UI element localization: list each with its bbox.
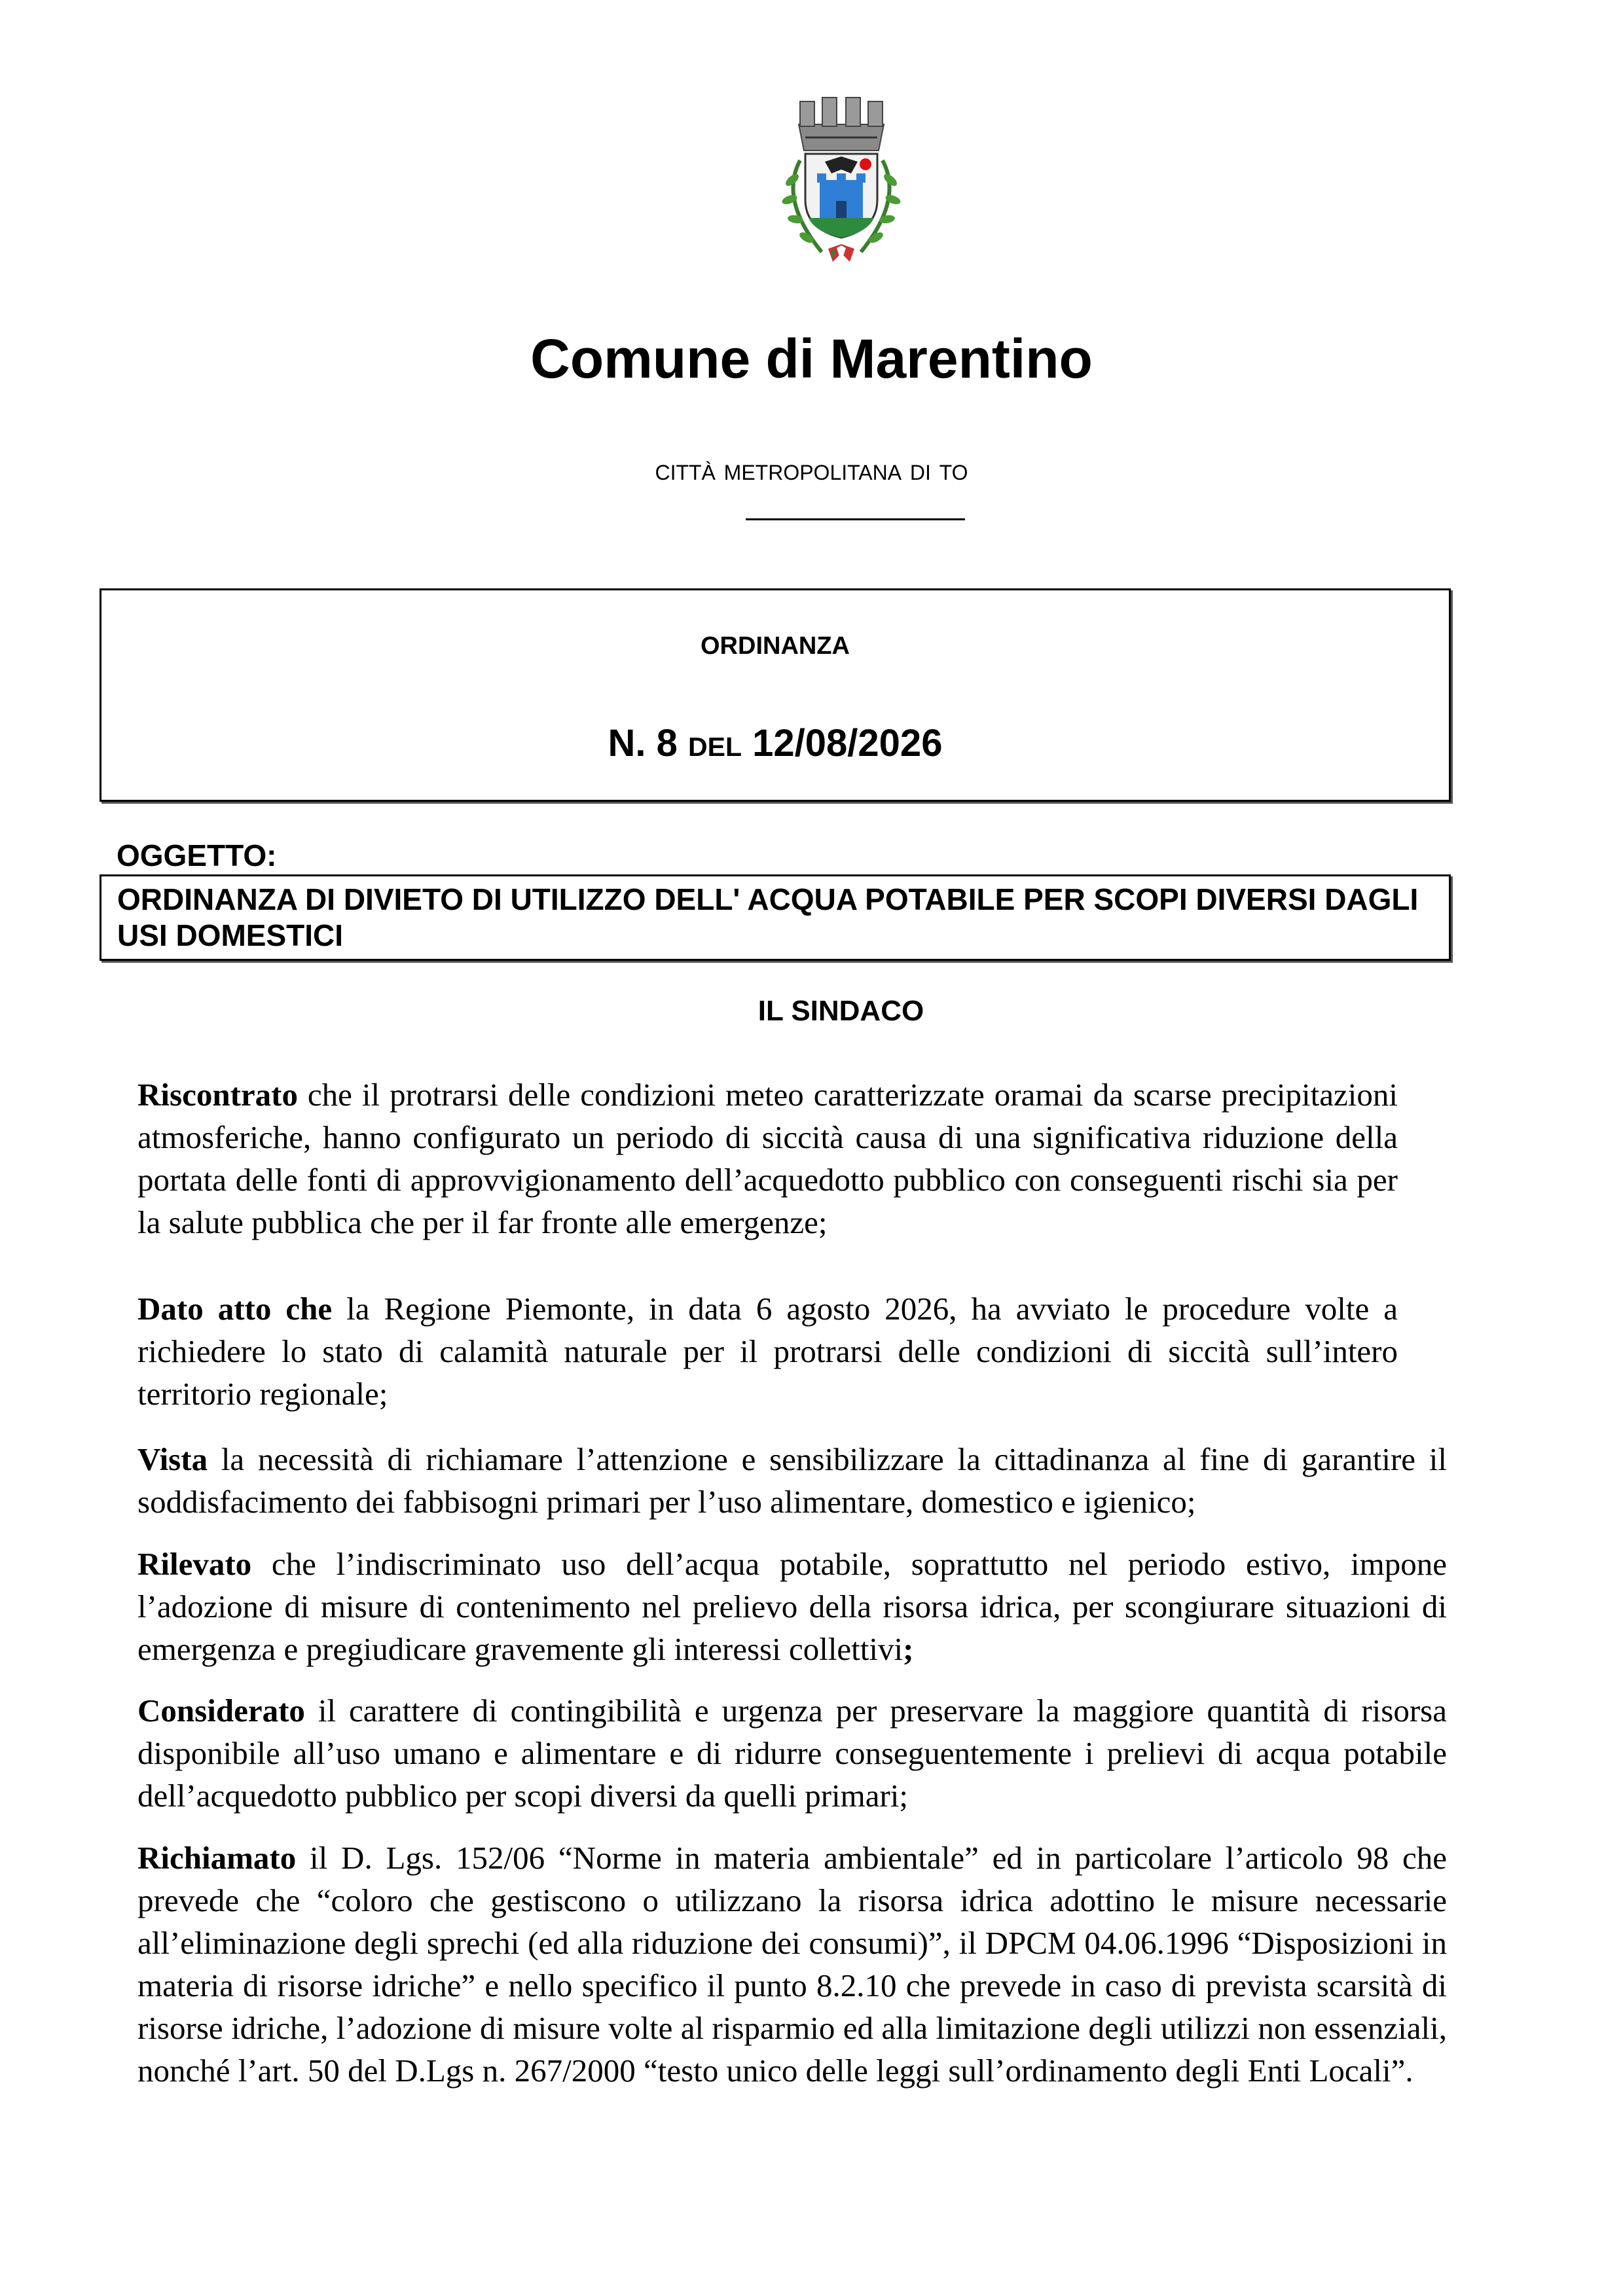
paragraph-lead: Richiamato bbox=[137, 1840, 297, 1876]
paragraph-lead: Riscontrato bbox=[137, 1077, 298, 1113]
paragraph-text: il carattere di contingibilità e urgenza per preservare la maggiore quantità di risorsa disponibile all’uso umano e alimentare e di ridurre conseguentemente i prelievi di acqua potabile dell’acquedotto pubblico per scopi diversi da quelli primari; bbox=[137, 1693, 1447, 1814]
paragraph-rilevato bbox=[137, 1543, 1447, 1670]
oggetto-text: ORDINANZA DI DIVIETO DI UTILIZZO DELL' ACQUA POTABILE PER SCOPI DIVERSI DAGLI USI DOMESTICI bbox=[117, 882, 1419, 952]
paragraph-dato-atto bbox=[137, 1287, 1398, 1415]
paragraph-richiamato bbox=[137, 1837, 1447, 2092]
oggetto-box bbox=[100, 874, 1451, 961]
ordinanza-number bbox=[101, 721, 1449, 765]
ordinanza-box bbox=[100, 588, 1451, 802]
ordinanza-del: del bbox=[688, 722, 742, 764]
header-divider bbox=[746, 518, 965, 520]
citta-metropolitana: città metropolitana di to bbox=[655, 452, 968, 486]
comune-title: Comune di Marentino bbox=[530, 328, 1093, 389]
oggetto-label: OGGETTO: bbox=[117, 838, 277, 872]
paragraph-lead: Dato atto che bbox=[137, 1291, 333, 1327]
paragraph-tail: ; bbox=[903, 1631, 914, 1667]
paragraph-text: la necessità di richiamare l’attenzione e sensibilizzare la cittadinanza al fine di garantire il soddisfacimento dei fabbisogni primari per l’uso alimentare, domestico e igienico; bbox=[137, 1441, 1447, 1520]
ordinanza-num-prefix: N. 8 bbox=[608, 722, 689, 764]
paragraph-lead: Rilevato bbox=[137, 1546, 252, 1582]
paragraph-text: il D. Lgs. 152/06 “Norme in materia ambientale” ed in particolare l’articolo 98 che prevede che “coloro che gestiscono o utilizzano la risorsa idrica adottino le misure necessarie all’eliminazione degli sprechi (ed alla riduzione dei consumi)”, il DPCM 04.06.1996 “Disposizioni in materia di risorse idriche” e nello specifico il punto 8.2.10 che prevede in caso di prevista scarsità di risorse idriche, l’adozione di misure volte al risparmio ed alla limitazione degli utilizzi non essenziali, nonché l’art. 50 del D.Lgs n. 267/2000 “testo unico delle leggi sull’ordinamento degli Enti Locali”. bbox=[137, 1840, 1447, 2089]
ordinanza-label: ordinanza bbox=[701, 622, 850, 662]
municipal-crest-logo bbox=[759, 88, 923, 265]
paragraph-text: che il protrarsi delle condizioni meteo caratterizzate oramai da scarse precipitazioni atmosferiche, hanno configurato un periodo di siccità causa di una significativa riduzione della portata delle fonti di approvvigionamento dell’acquedotto pubblico con conseguenti rischi sia per la salute pubblica che per il far fronte alle emergenze; bbox=[137, 1077, 1398, 1240]
paragraph-considerato bbox=[137, 1689, 1447, 1817]
paragraph-text: che l’indiscriminato uso dell’acqua potabile, soprattutto nel periodo estivo, impone l’adozione di misure di contenimento nel prelievo della risorsa idrica, per scongiurare situazioni di emergenza e pregiudicare gravemente gli interessi collettivi bbox=[137, 1546, 1447, 1667]
sindaco-heading: IL SINDACO bbox=[757, 995, 924, 1027]
paragraph-vista bbox=[137, 1438, 1447, 1523]
paragraph-riscontrato bbox=[137, 1073, 1398, 1244]
paragraph-lead: Considerato bbox=[137, 1693, 305, 1729]
paragraph-text: la Regione Piemonte, in data 6 agosto 2026, ha avviato le procedure volte a richiedere lo stato di calamità naturale per il protrarsi delle condizioni di siccità sull’intero territorio regionale; bbox=[137, 1291, 1398, 1412]
ordinanza-date: 12/08/2026 bbox=[742, 722, 943, 764]
paragraph-lead: Vista bbox=[137, 1441, 208, 1477]
